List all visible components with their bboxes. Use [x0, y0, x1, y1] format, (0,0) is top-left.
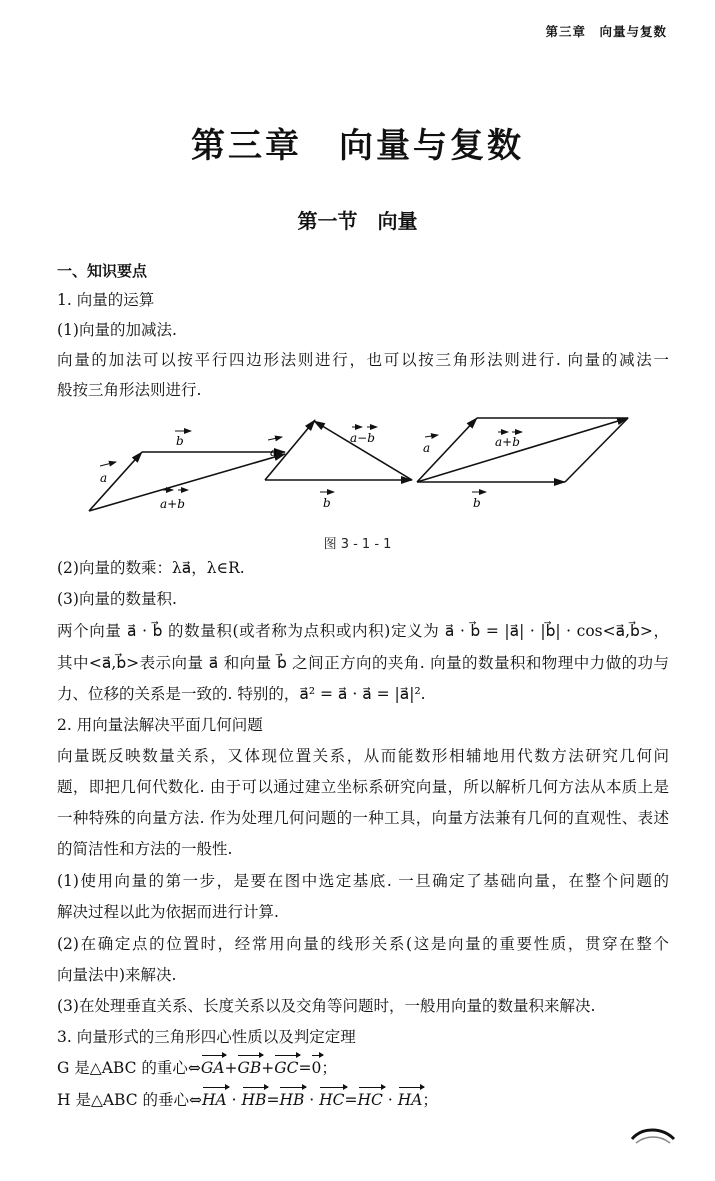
- vector-hc: HC: [319, 1085, 344, 1116]
- item-addition-subtraction: (1)向量的加减法.: [57, 321, 177, 339]
- figure-vector-operations: [80, 410, 660, 525]
- vector-ha-2: HA: [398, 1085, 423, 1116]
- figure-caption: 图 3 - 1 - 1: [323, 537, 392, 552]
- vector-ga: GA: [201, 1053, 225, 1084]
- vector-gc: GC: [274, 1053, 298, 1084]
- paragraph-dot-product-line1: 两个向量 a⃗ · b⃗ 的数量积(或者称为点积或内积)定义为 a⃗ · b⃗ = |a⃗| · |b⃗| · cos<a⃗,b⃗>，: [57, 622, 669, 640]
- label-a-minus-b: a−b: [350, 431, 375, 445]
- running-header: 第三章 向量与复数: [545, 24, 667, 39]
- subheading-triangle-centers: 3. 向量形式的三角形四心性质以及判定定理: [57, 1028, 356, 1046]
- label-a-plus-b-3: a+b: [495, 435, 520, 449]
- zero-vector: 0: [311, 1053, 321, 1084]
- addition-triangle-diagram: [89, 431, 285, 511]
- label-b-2: b: [323, 496, 331, 510]
- vector-sum-arrow: [89, 454, 285, 511]
- centroid-criterion: G 是△ABC 的重心⇔GA+GB+GC=0；: [57, 1053, 667, 1084]
- page-curl-icon: [628, 1125, 678, 1165]
- vector-gb: GB: [237, 1053, 261, 1084]
- label-a-2: a: [270, 445, 278, 459]
- paragraph-addition-line2: 般按三角形法则进行.: [57, 381, 202, 399]
- vector-hb-2: HB: [279, 1085, 304, 1116]
- paragraph-basis-line2: 解决过程以此为依据而进行计算.: [57, 903, 279, 921]
- vector-difference-arrow: [314, 421, 412, 480]
- paragraph-perpendicular: (3)在处理垂直关系、长度关系以及交角等问题时，一般用向量的数量积来解决.: [57, 997, 596, 1015]
- paragraph-dot-product-line2: 其中<a⃗,b⃗>表示向量 a⃗ 和向量 b⃗ 之间正方向的夹角. 向量的数量积和物理中力做的功与: [57, 654, 669, 672]
- item-scalar-multiplication: (2)向量的数乘：λa⃗，λ∈R.: [57, 559, 245, 577]
- paragraph-position-line2: 向量法中)来解决.: [57, 966, 177, 984]
- paragraph-geometry-line4: 的简洁性和方法的一般性.: [57, 840, 233, 858]
- paragraph-geometry-line1: 向量既反映数量关系，又体现位置关系，从而能数形相辅地用代数方法研究几何问: [57, 747, 669, 765]
- label-a-plus-b: a+b: [160, 497, 185, 511]
- label-a: a: [100, 471, 108, 485]
- subheading-vector-operations: 1. 向量的运算: [57, 291, 155, 309]
- centroid-prefix: G 是△ABC 的重心⇔: [57, 1059, 201, 1077]
- vector-hc-2: HC: [358, 1085, 383, 1116]
- subheading-plane-geometry: 2. 用向量法解决平面几何问题: [57, 716, 263, 734]
- vector-a-arrow: [89, 452, 142, 511]
- paragraph-basis-line1: (1)使用向量的第一步，是要在图中选定基底. 一旦确定了基础向量，在整个问题的: [57, 872, 669, 890]
- paragraph-geometry-line2: 题，即把几何代数化. 由于可以通过建立坐标系研究向量，所以解析几何方法从本质上是: [57, 778, 669, 796]
- label-b-3: b: [473, 496, 481, 510]
- orthocenter-prefix: H 是△ABC 的垂心⇔: [57, 1091, 203, 1109]
- item-dot-product: (3)向量的数量积.: [57, 590, 177, 608]
- paragraph-addition-line1: 向量的加法可以按平行四边形法则进行，也可以按三角形法则进行. 向量的减法一: [57, 351, 669, 369]
- paragraph-dot-product-line3: 力、位移的关系是一致的. 特别的，a⃗² = a⃗ · a⃗ = |a⃗|².: [57, 685, 426, 703]
- knowledge-points-heading: 一、知识要点: [57, 262, 148, 280]
- chapter-title: 第三章 向量与复数: [191, 126, 524, 166]
- orthocenter-tail: ；: [422, 1091, 438, 1109]
- centroid-tail: ；: [321, 1059, 337, 1077]
- paragraph-position-line1: (2)在确定点的位置时，经常用向量的线形关系(这是向量的重要性质，贯穿在整个: [57, 935, 669, 953]
- orthocenter-criterion: H 是△ABC 的垂心⇔HA · HB=HB · HC=HC · HA；: [57, 1085, 667, 1116]
- paragraph-geometry-line3: 一种特殊的向量方法. 作为处理几何问题的一种工具，向量方法兼有几何的直观性、表述: [57, 809, 669, 827]
- vector-hb: HB: [242, 1085, 267, 1116]
- vector-ha: HA: [202, 1085, 227, 1116]
- subtraction-triangle-diagram: [265, 420, 412, 510]
- label-b: b: [176, 434, 184, 448]
- label-a-3: a: [423, 441, 431, 455]
- parallelogram-diagram: [417, 418, 628, 510]
- section-title: 第一节 向量: [297, 209, 418, 233]
